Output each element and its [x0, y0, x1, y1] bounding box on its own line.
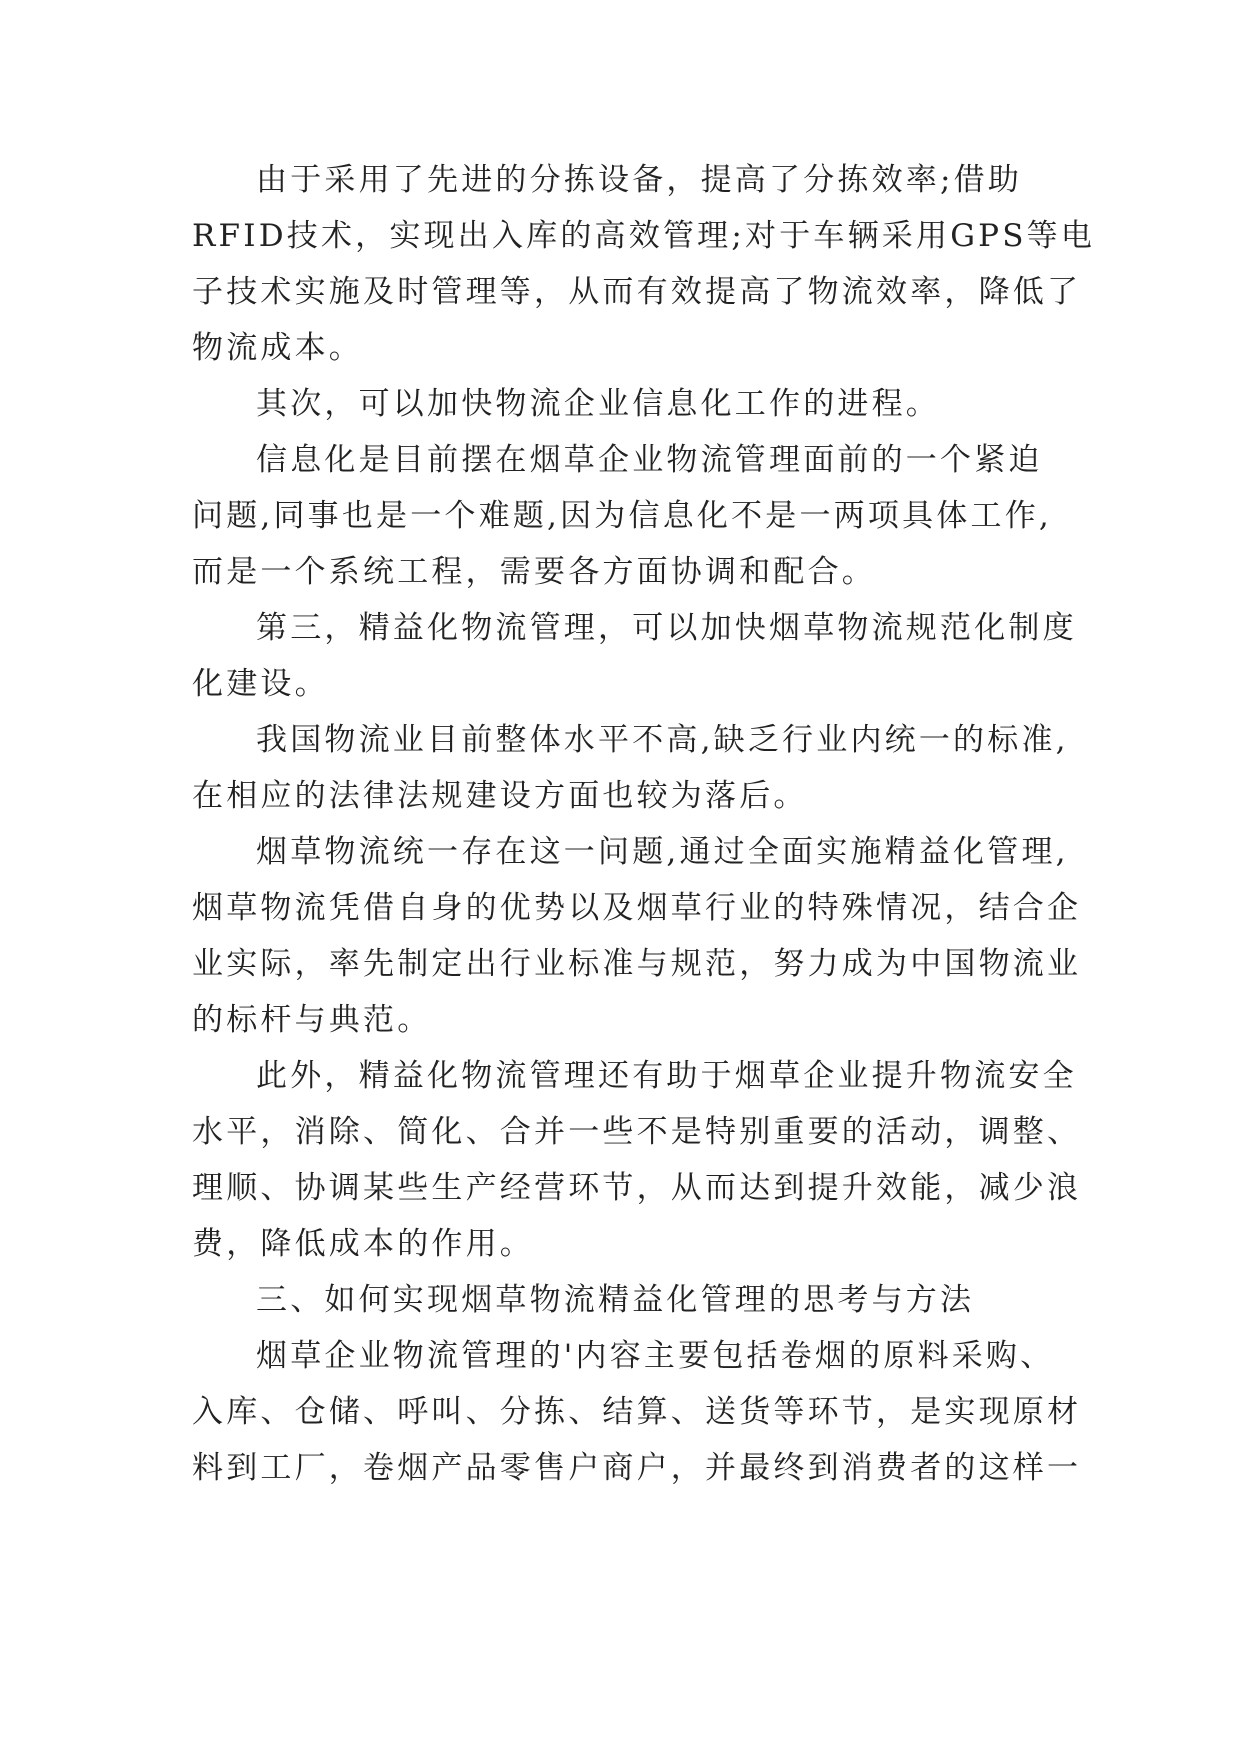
- text-line: 而是一个系统工程，需要各方面协调和配合。: [192, 554, 876, 590]
- text-line: 第三，精益化物流管理，可以加快烟草物流规范化制度: [256, 610, 1077, 646]
- document-body: [192, 152, 1096, 1496]
- text-line: 入库、仓储、呼叫、分拣、结算、送货等环节，是实现原材: [192, 1394, 1082, 1430]
- text-line: 理顺、协调某些生产经营环节，从而达到提升效能，减少浪: [192, 1170, 1082, 1206]
- text-line: 费，降低成本的作用。: [192, 1226, 534, 1262]
- text-line: 子技术实施及时管理等，从而有效提高了物流效率，降低了: [192, 274, 1082, 310]
- text-line: 业实际，率先制定出行业标准与规范，努力成为中国物流业: [192, 946, 1082, 982]
- text-line: 在相应的法律法规建设方面也较为落后。: [192, 778, 808, 814]
- text-line: 其次，可以加快物流企业信息化工作的进程。: [256, 386, 940, 422]
- text-line: 烟草物流统一存在这一问题,通过全面实施精益化管理,: [256, 834, 1069, 870]
- section-heading: 三、如何实现烟草物流精益化管理的思考与方法: [256, 1282, 975, 1318]
- text-line: 由于采用了先进的分拣设备，提高了分拣效率;借助: [256, 162, 1023, 198]
- text-line: RFID技术，实现出入库的高效管理;对于车辆采用GPS等电: [192, 218, 1096, 254]
- text-line: 问题,同事也是一个难题,因为信息化不是一两项具体工作,: [192, 498, 1052, 534]
- text-line: 烟草企业物流管理的'内容主要包括卷烟的原料采购、: [256, 1338, 1055, 1374]
- text-line: 水平，消除、简化、合并一些不是特别重要的活动，调整、: [192, 1114, 1082, 1150]
- text-line: 化建设。: [192, 666, 329, 702]
- text-line: 烟草物流凭借自身的优势以及烟草行业的特殊情况，结合企: [192, 890, 1082, 926]
- text-line: 此外，精益化物流管理还有助于烟草企业提升物流安全: [256, 1058, 1077, 1094]
- text-line: 我国物流业目前整体水平不高,缺乏行业内统一的标准,: [256, 722, 1069, 758]
- text-line: 料到工厂，卷烟产品零售户商户，并最终到消费者的这样一: [192, 1450, 1082, 1486]
- text-line: 的标杆与典范。: [192, 1002, 432, 1038]
- text-line: 物流成本。: [192, 330, 363, 366]
- text-line: 信息化是目前摆在烟草企业物流管理面前的一个紧迫: [256, 442, 1043, 478]
